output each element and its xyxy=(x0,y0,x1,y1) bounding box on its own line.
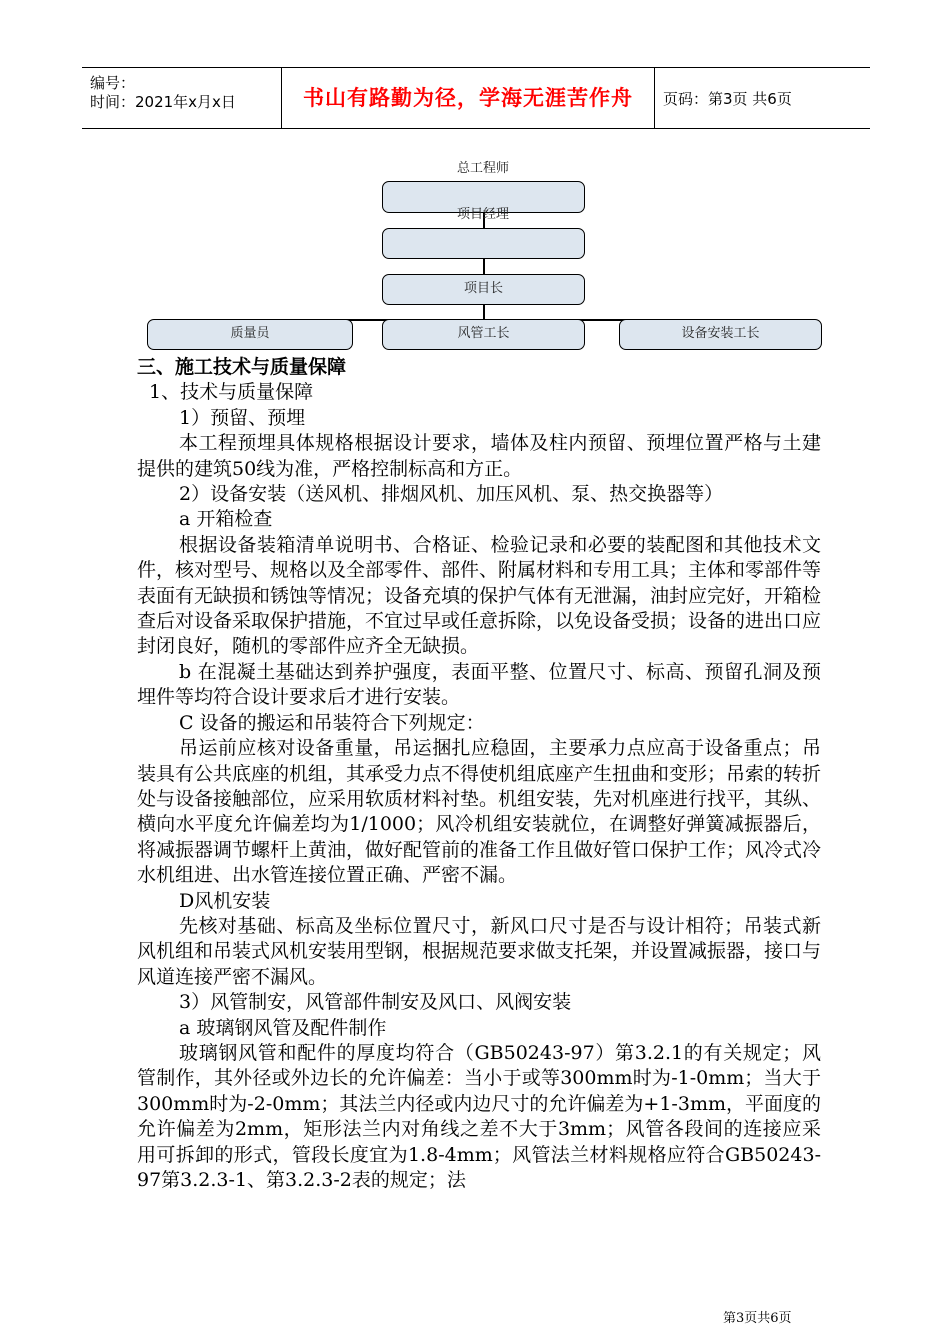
header-right-cell xyxy=(655,68,870,128)
item-title: C 设备的搬运和吊装符合下列规定： xyxy=(179,711,485,734)
paragraph: 本工程预埋具体规格根据设计要求，墙体及柱内预留、预埋位置严格与土建提供的建筑50线为准，严格控制标高和方正。 xyxy=(137,432,821,480)
page-footer: 第3页共6页 xyxy=(723,1311,792,1326)
item-title: a 开箱检查 xyxy=(179,508,273,531)
item-title: D风机安装 xyxy=(179,889,271,912)
org-label-project-manager: 项目经理 xyxy=(457,207,510,222)
header-left-cell xyxy=(82,68,280,128)
section-heading: 三、施工技术与质量保障 xyxy=(137,356,347,378)
serial-label: 编号： xyxy=(90,74,136,92)
item-title: 1）预留、预埋 xyxy=(179,406,306,429)
document-body xyxy=(137,355,821,1193)
paragraph: b 在混凝土基础达到养护强度，表面平整、位置尺寸、标高、预留孔洞及预埋件等均符合设计要求后才进行安装。 xyxy=(137,660,821,709)
item-title: 2）设备安装（送风机、排烟风机、加压风机、泵、热交换器等） xyxy=(179,483,724,506)
item-title: 3）风管制安，风管部件制安及风口、风阀安装 xyxy=(179,991,572,1014)
org-box-equipment-foreman: 设备安装工长 xyxy=(619,319,822,350)
paragraph: 根据设备装箱清单说明书、合格证、检验记录和必要的装配图和其他技术文件，核对型号、规格以及全部零件、部件、附属材料和专用工具；主体和零部件等表面有无缺损和锈蚀等情况；设备充填的保护气体有无泄漏，油封应完好，开箱检查后对设备采取保护措施，不宜过早或任意拆除，以免设备受损；设备的进出口应封闭良好，随机的零部件应齐全无缺损。 xyxy=(137,533,822,658)
org-chart-title: 总工程师 xyxy=(457,161,510,176)
org-box-quality: 质量员 xyxy=(147,319,353,350)
header-motto: 书山有路勤为径，学海无涯苦作舟 xyxy=(303,86,633,110)
paragraph: 先核对基础、标高及坐标位置尺寸，新风口尺寸是否与设计相符；吊装式新风机组和吊装式风机安装用型钢，根据规范要求做支托架，并设置减振器，接口与风道连接严密不漏风。 xyxy=(137,914,822,988)
org-box-level2 xyxy=(382,228,585,259)
paragraph: 玻璃钢风管和配件的厚度均符合（GB50243-97）第3.2.1的有关规定；风管制作，其外径或外边长的允许偏差：当小于或等300mm时为-1-0mm；当大于300mm时为-2-0mm；其法兰内径或内边尺寸的允许偏差为+1-3mm，平面度的允许偏差为2mm，矩形法兰内对角线之差不大于3mm；风管各段间的连接应采用可拆卸的形式，管段长度宜为1.8-4mm；风管法兰材料规格应符合GB50243-97第3.2.3-1、第3.2.3-2表的规定；法 xyxy=(137,1041,821,1191)
org-box-duct-foreman: 风管工长 xyxy=(382,319,585,350)
page-indicator: 页码：第3页 共6页 xyxy=(663,90,792,108)
date-label: 时间：2021年x月x日 xyxy=(90,93,236,111)
org-connector xyxy=(483,259,485,274)
item-title: a 玻璃钢风管及配件制作 xyxy=(179,1016,387,1039)
header-center-cell xyxy=(281,68,655,128)
org-box-project-lead: 项目长 xyxy=(382,274,585,305)
page-header xyxy=(82,67,870,129)
paragraph: 吊运前应核对设备重量，吊运捆扎应稳固，主要承力点应高于设备重点；吊装具有公共底座的机组，其承受力点不得使机组底座产生扭曲和变形；吊索的转折处与设备接触部位，应采用软质材料衬垫。机组安装，先对机座进行找平，其纵、横向水平度允许偏差均为1/1000；风冷机组安装就位，在调整好弹簧减振器后，将减振器调节螺杆上黄油，做好配管前的准备工作且做好管口保护工作；风冷式冷水机组进、出水管连接位置正确、严密不漏。 xyxy=(137,737,822,887)
sub-heading: 1、技术与质量保障 xyxy=(149,381,314,404)
org-connector xyxy=(483,305,485,319)
